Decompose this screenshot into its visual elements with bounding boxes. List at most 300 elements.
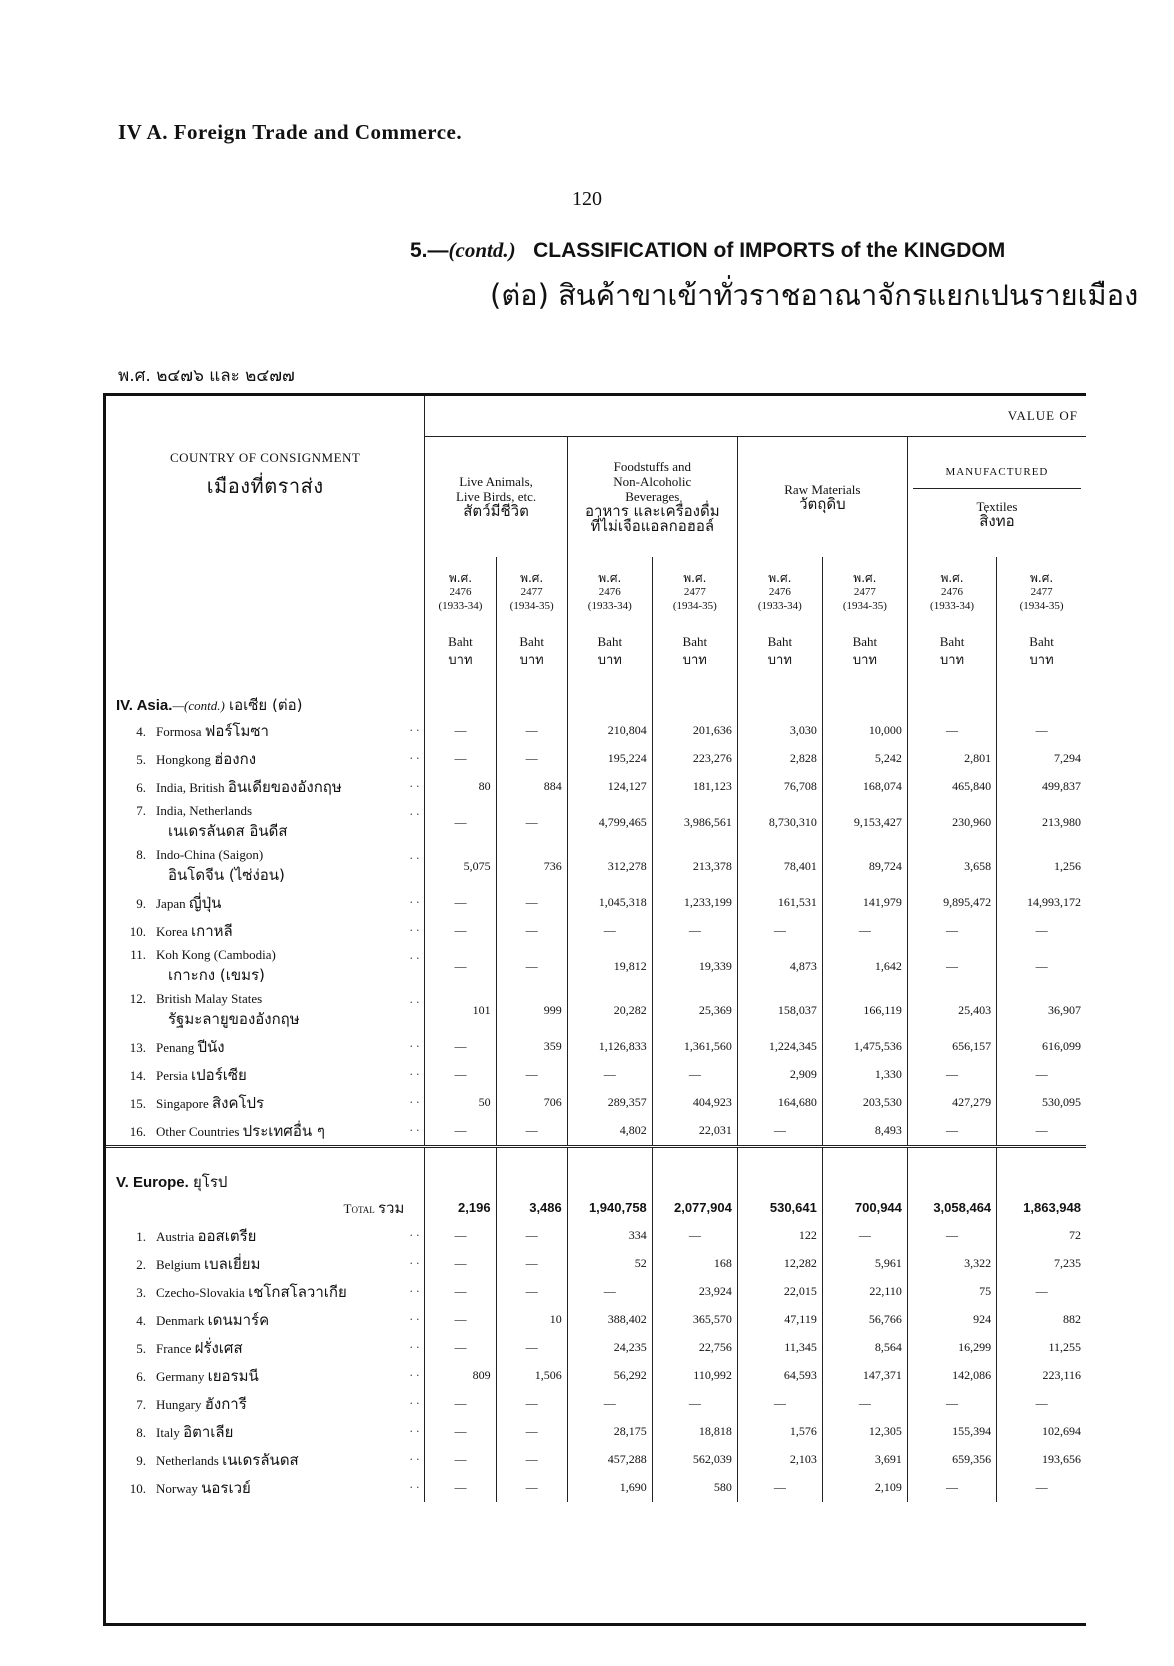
country-cell bbox=[106, 801, 425, 845]
unit-cell bbox=[737, 627, 822, 675]
value-cell: 1,361,560 bbox=[652, 1033, 737, 1061]
europe-total-row bbox=[106, 1194, 1086, 1222]
europe-label: V. Europe. bbox=[116, 1173, 189, 1191]
value-cell: 736 bbox=[496, 845, 567, 889]
value-cell: 562,039 bbox=[652, 1446, 737, 1474]
value-cell: — bbox=[737, 1474, 822, 1502]
value-cell: 7,235 bbox=[997, 1250, 1086, 1278]
value-cell: 1,475,536 bbox=[822, 1033, 907, 1061]
country-name-th: เกาหลี bbox=[191, 921, 233, 940]
total-th: รวม bbox=[377, 1198, 405, 1217]
country-name-en: Denmark bbox=[156, 1312, 205, 1328]
country-name-en: Other Countries bbox=[156, 1123, 240, 1139]
country-cell bbox=[106, 1278, 425, 1306]
value-cell: — bbox=[425, 745, 496, 773]
country-name-en: Koh Kong (Cambodia) bbox=[156, 946, 276, 962]
table-row bbox=[106, 1117, 1086, 1147]
country-name-th: ญี่ปุ่น bbox=[188, 893, 222, 912]
value-cell: — bbox=[737, 917, 822, 945]
value-cell: — bbox=[907, 1117, 996, 1147]
raw-th: วัตถุดิบ bbox=[799, 494, 846, 513]
value-cell: — bbox=[425, 1061, 496, 1089]
textiles-sub: Textiles bbox=[976, 498, 1018, 514]
country-name-en: Austria bbox=[156, 1228, 195, 1244]
total-value-cell: 3,486 bbox=[496, 1194, 567, 1222]
row-number: 4. bbox=[136, 723, 146, 739]
value-cell: 181,123 bbox=[652, 773, 737, 801]
value-cell: — bbox=[997, 1390, 1086, 1418]
country-name-en: Czecho-Slovakia bbox=[156, 1284, 245, 1300]
unit-en: Baht bbox=[852, 633, 878, 649]
section-heading: IV A. Foreign Trade and Commerce. bbox=[118, 120, 463, 144]
asia-th: เอเซีย (ต่อ) bbox=[228, 695, 303, 714]
leader-dots: . . bbox=[409, 890, 420, 906]
value-cell: — bbox=[496, 945, 567, 989]
unit-th: บาท bbox=[682, 652, 707, 668]
country-cell bbox=[106, 773, 425, 801]
value-cell: — bbox=[737, 1390, 822, 1418]
year-span: (1933-34) bbox=[438, 599, 483, 612]
value-cell: 882 bbox=[997, 1306, 1086, 1334]
foodstuffs-header bbox=[567, 437, 737, 557]
value-cell: — bbox=[496, 1446, 567, 1474]
country-name-en: Singapore bbox=[156, 1095, 209, 1111]
country-name-en: Korea bbox=[156, 923, 188, 939]
value-cell: 19,812 bbox=[567, 945, 652, 989]
food-line2: Non-Alcoholic bbox=[613, 474, 692, 490]
empty-cell bbox=[106, 627, 425, 675]
value-cell: 4,873 bbox=[737, 945, 822, 989]
unit-en: Baht bbox=[1029, 633, 1054, 649]
value-cell: — bbox=[997, 1278, 1086, 1306]
table-row bbox=[106, 773, 1086, 801]
leader-dots: . . bbox=[409, 1118, 420, 1134]
leader-dots: . . bbox=[409, 946, 420, 962]
title-text: CLASSIFICATION of IMPORTS of the KINGDOM bbox=[533, 239, 1006, 262]
country-name-en: Japan bbox=[156, 895, 186, 911]
row-number: 9. bbox=[136, 1452, 146, 1468]
total-value-cell: 530,641 bbox=[737, 1194, 822, 1222]
country-cell bbox=[106, 889, 425, 917]
value-cell: 142,086 bbox=[907, 1362, 996, 1390]
value-cell: 56,292 bbox=[567, 1362, 652, 1390]
country-name-en: India, Netherlands bbox=[156, 802, 253, 818]
value-cell: — bbox=[496, 1250, 567, 1278]
value-cell: 3,986,561 bbox=[652, 801, 737, 845]
ps-label: พ.ศ. bbox=[598, 570, 622, 585]
leader-dots: . . bbox=[409, 1447, 420, 1463]
year-header-2476 bbox=[907, 557, 996, 627]
country-head-en: COUNTRY OF CONSIGNMENT bbox=[169, 450, 361, 466]
country-name-en: Penang bbox=[156, 1039, 195, 1055]
unit-cell bbox=[567, 627, 652, 675]
country-name-en: India, British bbox=[156, 779, 225, 795]
value-cell: — bbox=[567, 917, 652, 945]
value-cell: 334 bbox=[567, 1222, 652, 1250]
value-cell: — bbox=[425, 717, 496, 745]
country-name-en: Belgium bbox=[156, 1256, 201, 1272]
ps-label: พ.ศ. bbox=[853, 570, 877, 585]
value-cell: — bbox=[496, 1222, 567, 1250]
value-cell: 9,153,427 bbox=[822, 801, 907, 845]
value-cell: 5,961 bbox=[822, 1250, 907, 1278]
country-cell bbox=[106, 1362, 425, 1390]
table-row bbox=[106, 917, 1086, 945]
value-cell: 8,730,310 bbox=[737, 801, 822, 845]
manufactured-header bbox=[907, 437, 1086, 557]
unit-en: Baht bbox=[597, 633, 623, 649]
value-cell: 64,593 bbox=[737, 1362, 822, 1390]
value-cell: — bbox=[425, 1446, 496, 1474]
asia-contd: —(contd.) bbox=[172, 697, 225, 713]
table-row bbox=[106, 989, 1086, 1033]
empty-cell bbox=[106, 557, 425, 627]
country-name-th: ปีนัง bbox=[197, 1037, 225, 1056]
value-cell: — bbox=[907, 717, 996, 745]
year-span: (1934-35) bbox=[842, 599, 887, 612]
value-cell: 168 bbox=[652, 1250, 737, 1278]
country-cell bbox=[106, 717, 425, 745]
country-name-th: ฟอร์โมซา bbox=[204, 721, 269, 740]
value-cell: 166,119 bbox=[822, 989, 907, 1033]
value-cell: — bbox=[425, 1033, 496, 1061]
value-cell: 22,110 bbox=[822, 1278, 907, 1306]
country-cell bbox=[106, 1418, 425, 1446]
country-cell bbox=[106, 845, 425, 889]
value-cell: 11,255 bbox=[997, 1334, 1086, 1362]
value-cell: 7,294 bbox=[997, 745, 1086, 773]
value-cell: 110,992 bbox=[652, 1362, 737, 1390]
row-number: 2. bbox=[136, 1256, 146, 1272]
row-number: 6. bbox=[136, 1368, 146, 1384]
leader-dots: . . bbox=[409, 1223, 420, 1239]
value-cell: 28,175 bbox=[567, 1418, 652, 1446]
unit-en: Baht bbox=[682, 633, 708, 649]
value-cell: — bbox=[567, 1390, 652, 1418]
value-cell: — bbox=[425, 1278, 496, 1306]
unit-en: Baht bbox=[939, 633, 965, 649]
value-cell: — bbox=[425, 801, 496, 845]
value-cell: — bbox=[496, 717, 567, 745]
unit-th: บาท bbox=[448, 652, 473, 668]
country-name-en: France bbox=[156, 1340, 192, 1356]
value-cell: 147,371 bbox=[822, 1362, 907, 1390]
country-cell bbox=[106, 1089, 425, 1117]
country-name-en: Norway bbox=[156, 1480, 198, 1496]
value-cell: 14,993,172 bbox=[997, 889, 1086, 917]
value-cell: 2,828 bbox=[737, 745, 822, 773]
leader-dots: . . bbox=[409, 846, 420, 862]
unit-th: บาท bbox=[1029, 652, 1054, 668]
value-cell: 12,305 bbox=[822, 1418, 907, 1446]
ps-label: พ.ศ. bbox=[683, 570, 707, 585]
value-cell: 223,276 bbox=[652, 745, 737, 773]
country-name-th: เชโกสโลวาเกีย bbox=[248, 1282, 347, 1301]
title-thai bbox=[490, 272, 1138, 318]
value-cell: 16,299 bbox=[907, 1334, 996, 1362]
value-cell: — bbox=[737, 1117, 822, 1147]
table-header bbox=[106, 396, 1086, 675]
value-cell: — bbox=[425, 1334, 496, 1362]
value-cell: 1,506 bbox=[496, 1362, 567, 1390]
leader-dots: . . bbox=[409, 1090, 420, 1106]
europe-region-label bbox=[106, 1146, 425, 1194]
row-number: 5. bbox=[136, 751, 146, 767]
row-number: 8. bbox=[136, 1424, 146, 1440]
table-row bbox=[106, 1306, 1086, 1334]
leader-dots: . . bbox=[409, 802, 420, 818]
unit-en: Baht bbox=[519, 633, 544, 649]
year-header-2476 bbox=[567, 557, 652, 627]
value-cell: 999 bbox=[496, 989, 567, 1033]
value-cell: 1,256 bbox=[997, 845, 1086, 889]
country-name-en: Formosa bbox=[156, 723, 202, 739]
country-name-en: Persia bbox=[156, 1067, 188, 1083]
country-cell bbox=[106, 1033, 425, 1061]
table-row bbox=[106, 1418, 1086, 1446]
table-row bbox=[106, 1278, 1086, 1306]
country-cell bbox=[106, 1474, 425, 1502]
value-cell: 4,802 bbox=[567, 1117, 652, 1147]
value-cell: 193,656 bbox=[997, 1446, 1086, 1474]
value-cell: 22,756 bbox=[652, 1334, 737, 1362]
country-name-th: อินเดียของอังกฤษ bbox=[227, 777, 342, 796]
value-cell: 1,045,318 bbox=[567, 889, 652, 917]
row-number: 10. bbox=[129, 923, 146, 939]
value-cell: 47,119 bbox=[737, 1306, 822, 1334]
value-cell: 122 bbox=[737, 1222, 822, 1250]
value-cell: — bbox=[425, 945, 496, 989]
country-cell bbox=[106, 1334, 425, 1362]
value-cell: 12,282 bbox=[737, 1250, 822, 1278]
value-cell: — bbox=[907, 1222, 996, 1250]
value-cell: 213,378 bbox=[652, 845, 737, 889]
table-row bbox=[106, 1250, 1086, 1278]
value-cell: 3,030 bbox=[737, 717, 822, 745]
country-name-th: ประเทศอื่น ๆ bbox=[242, 1121, 325, 1140]
value-cell: 1,576 bbox=[737, 1418, 822, 1446]
year-value: 2476 bbox=[941, 585, 964, 598]
leader-dots: . . bbox=[409, 1419, 420, 1435]
ps-label: พ.ศ. bbox=[768, 570, 792, 585]
value-cell: 168,074 bbox=[822, 773, 907, 801]
value-cell: 75 bbox=[907, 1278, 996, 1306]
value-cell: 23,924 bbox=[652, 1278, 737, 1306]
table-row bbox=[106, 1089, 1086, 1117]
unit-th: บาท bbox=[939, 652, 965, 668]
value-cell: 9,895,472 bbox=[907, 889, 996, 917]
country-name-th: เปอร์เซีย bbox=[191, 1065, 247, 1084]
row-number: 6. bbox=[136, 779, 146, 795]
value-cell: 312,278 bbox=[567, 845, 652, 889]
asia-region-label bbox=[106, 675, 425, 717]
value-cell: — bbox=[496, 889, 567, 917]
value-cell: — bbox=[496, 1390, 567, 1418]
page-number: 120 bbox=[572, 188, 602, 210]
country-name-th: รัฐมะลายูของอังกฤษ bbox=[168, 1009, 300, 1028]
value-cell: — bbox=[652, 1390, 737, 1418]
value-cell: 465,840 bbox=[907, 773, 996, 801]
value-cell: 365,570 bbox=[652, 1306, 737, 1334]
leader-dots: . . bbox=[409, 1475, 420, 1491]
value-cell: — bbox=[822, 1390, 907, 1418]
value-cell: 289,357 bbox=[567, 1089, 652, 1117]
row-number: 14. bbox=[129, 1067, 146, 1083]
value-cell: — bbox=[425, 1117, 496, 1147]
year-header-2477 bbox=[822, 557, 907, 627]
value-cell: — bbox=[425, 1250, 496, 1278]
value-cell: 2,103 bbox=[737, 1446, 822, 1474]
table-row bbox=[106, 845, 1086, 889]
value-cell: — bbox=[907, 1390, 996, 1418]
value-cell: 22,015 bbox=[737, 1278, 822, 1306]
value-cell: 1,330 bbox=[822, 1061, 907, 1089]
row-number: 5. bbox=[136, 1340, 146, 1356]
value-cell: — bbox=[496, 801, 567, 845]
year-value: 2477 bbox=[520, 585, 543, 598]
country-cell bbox=[106, 1306, 425, 1334]
country-name-th: เดนมาร์ค bbox=[207, 1310, 270, 1329]
value-cell: 25,369 bbox=[652, 989, 737, 1033]
country-name-th: อินโดจีน (ไซ่ง่อน) bbox=[168, 865, 285, 884]
value-cell: 89,724 bbox=[822, 845, 907, 889]
row-number: 10. bbox=[129, 1480, 146, 1496]
value-cell: 359 bbox=[496, 1033, 567, 1061]
leader-dots: . . bbox=[409, 1279, 420, 1295]
unit-th: บาท bbox=[519, 652, 544, 668]
leader-dots: . . bbox=[409, 1307, 420, 1323]
value-cell: 924 bbox=[907, 1306, 996, 1334]
live-animals-header bbox=[425, 437, 567, 557]
value-cell: — bbox=[997, 1474, 1086, 1502]
year-header-2476 bbox=[737, 557, 822, 627]
country-head-th: เมืองที่ตราส่ง bbox=[206, 474, 324, 499]
value-cell: 78,401 bbox=[737, 845, 822, 889]
country-name-th: เนเดรลันดส bbox=[222, 1450, 299, 1469]
leader-dots: . . bbox=[409, 1391, 420, 1407]
total-value-cell: 2,196 bbox=[425, 1194, 496, 1222]
ps-label: พ.ศ. bbox=[1030, 570, 1054, 585]
year-span: (1933-34) bbox=[930, 599, 975, 612]
value-cell: — bbox=[907, 1474, 996, 1502]
value-cell: 530,095 bbox=[997, 1089, 1086, 1117]
leader-dots: . . bbox=[409, 774, 420, 790]
total-label-cell bbox=[106, 1194, 425, 1222]
value-cell: — bbox=[496, 1334, 567, 1362]
value-cell: 2,909 bbox=[737, 1061, 822, 1089]
asia-section bbox=[106, 675, 1086, 1147]
value-cell: 10 bbox=[496, 1306, 567, 1334]
value-cell: 102,694 bbox=[997, 1418, 1086, 1446]
value-cell: — bbox=[496, 917, 567, 945]
table-row bbox=[106, 889, 1086, 917]
value-cell: 10,000 bbox=[822, 717, 907, 745]
europe-section bbox=[106, 1146, 1086, 1502]
country-name-en: Hongkong bbox=[156, 751, 211, 767]
year-header-2476 bbox=[425, 557, 496, 627]
value-cell: 5,242 bbox=[822, 745, 907, 773]
row-number: 16. bbox=[129, 1123, 146, 1139]
year-header-2477 bbox=[652, 557, 737, 627]
value-cell: — bbox=[425, 1418, 496, 1446]
country-column-header bbox=[106, 396, 425, 557]
table-row bbox=[106, 1334, 1086, 1362]
row-number: 13. bbox=[129, 1039, 146, 1055]
leader-dots: . . bbox=[409, 1335, 420, 1351]
leader-dots: . . bbox=[409, 718, 420, 734]
value-cell: 50 bbox=[425, 1089, 496, 1117]
country-name-en: Germany bbox=[156, 1368, 205, 1384]
unit-cell bbox=[907, 627, 996, 675]
country-cell bbox=[106, 945, 425, 989]
manuf-line1: MANUFACTURED bbox=[913, 465, 1081, 489]
value-cell: — bbox=[425, 1222, 496, 1250]
leader-dots: . . bbox=[409, 918, 420, 934]
value-cell: 18,818 bbox=[652, 1418, 737, 1446]
value-cell: 4,799,465 bbox=[567, 801, 652, 845]
title-contd: (contd.) bbox=[448, 238, 516, 262]
country-name-en: Italy bbox=[156, 1424, 180, 1440]
leader-dots: . . bbox=[409, 1034, 420, 1050]
year-span: (1933-34) bbox=[587, 599, 632, 612]
table-row bbox=[106, 1222, 1086, 1250]
value-cell: — bbox=[652, 917, 737, 945]
total-value-cell: 3,058,464 bbox=[907, 1194, 996, 1222]
leader-dots: . . bbox=[409, 1363, 420, 1379]
value-cell: 457,288 bbox=[567, 1446, 652, 1474]
unit-cell bbox=[997, 627, 1086, 675]
value-cell: 427,279 bbox=[907, 1089, 996, 1117]
value-cell: 3,658 bbox=[907, 845, 996, 889]
value-cell: 210,804 bbox=[567, 717, 652, 745]
country-cell bbox=[106, 1222, 425, 1250]
country-cell bbox=[106, 989, 425, 1033]
value-cell: 1,224,345 bbox=[737, 1033, 822, 1061]
live-line2: Live Birds, etc. bbox=[455, 489, 537, 505]
food-th2: ที่ไม่เจือแอลกอฮอล์ bbox=[590, 517, 715, 536]
value-cell: — bbox=[997, 717, 1086, 745]
value-cell: 213,980 bbox=[997, 801, 1086, 845]
ps-label: พ.ศ. bbox=[448, 570, 473, 585]
value-cell: 72 bbox=[997, 1222, 1086, 1250]
row-number: 12. bbox=[129, 990, 146, 1006]
country-name-th: ออสเตรีย bbox=[197, 1226, 257, 1245]
country-cell bbox=[106, 1061, 425, 1089]
year-value: 2477 bbox=[683, 585, 706, 598]
total-label: Total bbox=[343, 1200, 375, 1216]
value-cell: — bbox=[425, 917, 496, 945]
leader-dots: . . bbox=[409, 1251, 420, 1267]
title-thai-text: สินค้าขาเข้าทั่วราชอาณาจักรแยกเปนรายเมือง bbox=[558, 278, 1139, 312]
value-cell: — bbox=[496, 1117, 567, 1147]
value-cell: 5,075 bbox=[425, 845, 496, 889]
value-cell: 80 bbox=[425, 773, 496, 801]
food-th1: อาหาร และเครื่องดื่ม bbox=[584, 502, 720, 521]
total-value-cell: 700,944 bbox=[822, 1194, 907, 1222]
value-cell: 8,493 bbox=[822, 1117, 907, 1147]
table-row bbox=[106, 1390, 1086, 1418]
value-cell: — bbox=[907, 945, 996, 989]
leader-dots: . . bbox=[409, 990, 420, 1006]
total-value-cell: 1,863,948 bbox=[997, 1194, 1086, 1222]
total-value-cell: 1,940,758 bbox=[567, 1194, 652, 1222]
value-cell: 706 bbox=[496, 1089, 567, 1117]
value-cell: 36,907 bbox=[997, 989, 1086, 1033]
year-span: (1934-35) bbox=[1019, 599, 1064, 612]
unit-en: Baht bbox=[448, 633, 473, 649]
value-cell: — bbox=[496, 1418, 567, 1446]
value-cell: — bbox=[496, 1474, 567, 1502]
